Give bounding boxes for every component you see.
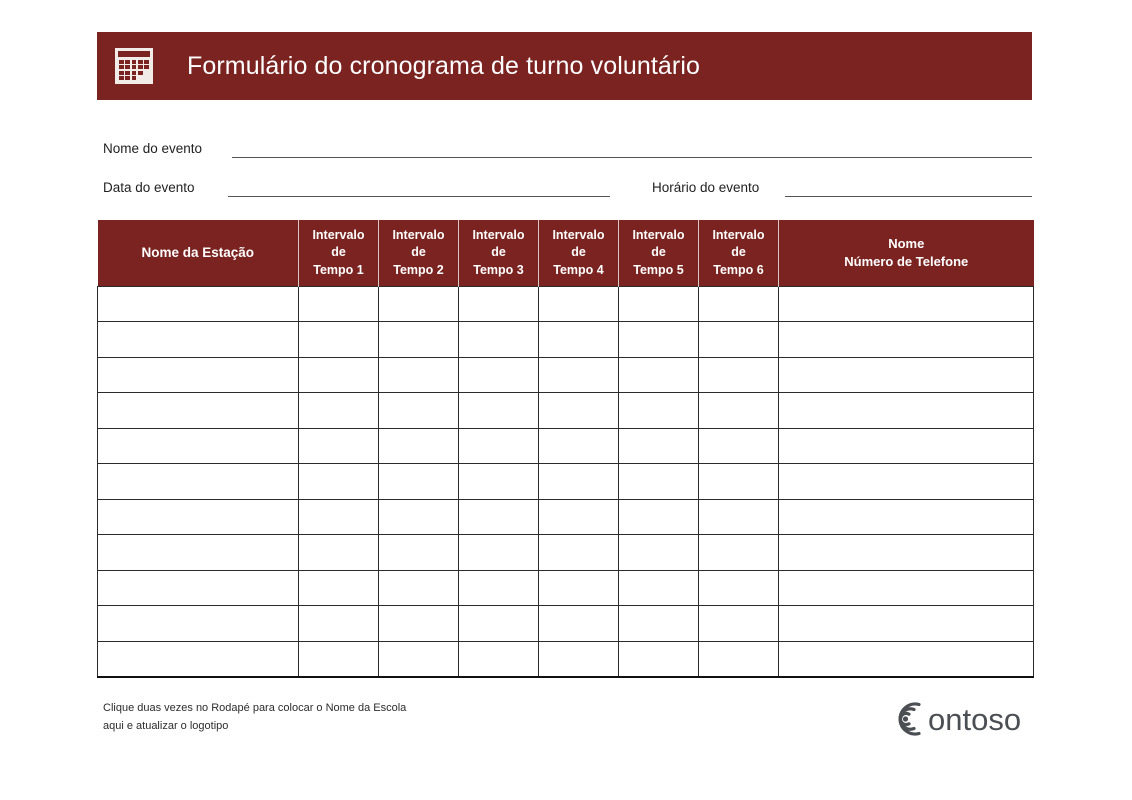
- table-cell-station[interactable]: [98, 606, 299, 642]
- footer-note-line-2: aqui e atualizar o logotipo: [103, 719, 229, 732]
- table-cell-slot4[interactable]: [539, 322, 619, 358]
- table-cell-slot6[interactable]: [699, 357, 779, 393]
- table-cell-contact[interactable]: [779, 606, 1034, 642]
- column-header-contact: Nome Número de Telefone: [779, 220, 1034, 286]
- table-cell-slot3[interactable]: [459, 641, 539, 677]
- table-cell-slot6[interactable]: [699, 570, 779, 606]
- table-cell-slot6[interactable]: [699, 606, 779, 642]
- table-cell-slot4[interactable]: [539, 286, 619, 322]
- table-cell-slot5[interactable]: [619, 641, 699, 677]
- column-header-slot5: Intervalo de Tempo 5: [619, 220, 699, 286]
- table-cell-station[interactable]: [98, 535, 299, 571]
- event-date-input[interactable]: [228, 170, 610, 197]
- table-cell-slot5[interactable]: [619, 428, 699, 464]
- table-cell-slot1[interactable]: [299, 357, 379, 393]
- calendar-icon-header-bar: [118, 51, 150, 57]
- column-header-slot2: Intervalo de Tempo 2: [379, 220, 459, 286]
- table-cell-slot3[interactable]: [459, 570, 539, 606]
- table-cell-slot1[interactable]: [299, 322, 379, 358]
- table-cell-slot6[interactable]: [699, 286, 779, 322]
- table-body: [98, 286, 1034, 677]
- table-cell-slot2[interactable]: [379, 499, 459, 535]
- table-cell-slot5[interactable]: [619, 499, 699, 535]
- table-cell-station[interactable]: [98, 393, 299, 429]
- table-cell-slot5[interactable]: [619, 322, 699, 358]
- table-cell-slot5[interactable]: [619, 606, 699, 642]
- table-cell-slot6[interactable]: [699, 428, 779, 464]
- table-row: [98, 357, 1034, 393]
- event-time-input[interactable]: [785, 170, 1032, 197]
- table-cell-slot2[interactable]: [379, 464, 459, 500]
- table-cell-slot5[interactable]: [619, 357, 699, 393]
- table-row: [98, 393, 1034, 429]
- table-cell-slot3[interactable]: [459, 464, 539, 500]
- table-cell-slot2[interactable]: [379, 357, 459, 393]
- table-cell-slot2[interactable]: [379, 286, 459, 322]
- table-cell-contact[interactable]: [779, 393, 1034, 429]
- table-cell-slot1[interactable]: [299, 535, 379, 571]
- event-name-field-row: [103, 132, 1032, 158]
- table-row: [98, 428, 1034, 464]
- table-row: [98, 286, 1034, 322]
- table-row: [98, 322, 1034, 358]
- table-cell-slot3[interactable]: [459, 535, 539, 571]
- table-row: [98, 606, 1034, 642]
- table-cell-slot6[interactable]: [699, 535, 779, 571]
- table-cell-slot4[interactable]: [539, 641, 619, 677]
- table-cell-slot1[interactable]: [299, 606, 379, 642]
- table-cell-station[interactable]: [98, 286, 299, 322]
- column-header-slot3: Intervalo de Tempo 3: [459, 220, 539, 286]
- page-title: Formulário do cronograma de turno voluntário: [187, 51, 700, 80]
- table-cell-contact[interactable]: [779, 286, 1034, 322]
- table-cell-slot4[interactable]: [539, 606, 619, 642]
- table-cell-slot3[interactable]: [459, 393, 539, 429]
- column-header-slot1: Intervalo de Tempo 1: [299, 220, 379, 286]
- table-cell-slot3[interactable]: [459, 499, 539, 535]
- table-cell-slot5[interactable]: [619, 570, 699, 606]
- event-name-input[interactable]: [232, 131, 1032, 158]
- table-cell-contact[interactable]: [779, 570, 1034, 606]
- table-cell-station[interactable]: [98, 357, 299, 393]
- table-cell-contact[interactable]: [779, 322, 1034, 358]
- table-cell-slot1[interactable]: [299, 499, 379, 535]
- table-cell-slot6[interactable]: [699, 641, 779, 677]
- table-cell-station[interactable]: [98, 464, 299, 500]
- table-cell-slot1[interactable]: [299, 464, 379, 500]
- table-cell-station[interactable]: [98, 428, 299, 464]
- table-cell-slot2[interactable]: [379, 393, 459, 429]
- calendar-icon: [115, 48, 153, 84]
- table-cell-slot6[interactable]: [699, 393, 779, 429]
- event-date-time-field-row: [103, 171, 1032, 197]
- table-cell-slot4[interactable]: [539, 570, 619, 606]
- table-cell-slot4[interactable]: [539, 464, 619, 500]
- event-name-label: Nome do evento: [103, 141, 203, 156]
- table-cell-slot4[interactable]: [539, 535, 619, 571]
- table-cell-station[interactable]: [98, 641, 299, 677]
- table-cell-contact[interactable]: [779, 428, 1034, 464]
- footer-note-line-1: Clique duas vezes no Rodapé para colocar o Nome da Escola: [103, 702, 407, 714]
- table-cell-contact[interactable]: [779, 535, 1034, 571]
- table-cell-slot6[interactable]: [699, 322, 779, 358]
- table-cell-station[interactable]: [98, 499, 299, 535]
- table-cell-slot4[interactable]: [539, 357, 619, 393]
- table-row: [98, 535, 1034, 571]
- table-row: [98, 570, 1034, 606]
- table-cell-slot4[interactable]: [539, 393, 619, 429]
- calendar-icon-container: [97, 32, 171, 100]
- table-cell-slot3[interactable]: [459, 286, 539, 322]
- volunteer-shift-schedule-table: [97, 220, 1034, 678]
- calendar-icon-grid: [119, 60, 149, 80]
- table-cell-station[interactable]: [98, 570, 299, 606]
- table-cell-slot1[interactable]: [299, 286, 379, 322]
- table-cell-slot6[interactable]: [699, 464, 779, 500]
- page-banner: [97, 32, 1032, 100]
- table-cell-slot4[interactable]: [539, 428, 619, 464]
- table-cell-slot5[interactable]: [619, 393, 699, 429]
- table-cell-contact[interactable]: [779, 499, 1034, 535]
- table-cell-slot2[interactable]: [379, 322, 459, 358]
- table-cell-contact[interactable]: [779, 641, 1034, 677]
- table-cell-slot3[interactable]: [459, 322, 539, 358]
- column-header-slot6: Intervalo de Tempo 6: [699, 220, 779, 286]
- column-header-slot4: Intervalo de Tempo 4: [539, 220, 619, 286]
- table-cell-slot1[interactable]: [299, 570, 379, 606]
- table-cell-slot2[interactable]: [379, 535, 459, 571]
- table-cell-slot3[interactable]: [459, 606, 539, 642]
- table-cell-slot2[interactable]: [379, 641, 459, 677]
- table-cell-slot6[interactable]: [699, 499, 779, 535]
- table-cell-slot2[interactable]: [379, 606, 459, 642]
- table-row: [98, 641, 1034, 677]
- table-row: [98, 464, 1034, 500]
- table-cell-slot2[interactable]: [379, 428, 459, 464]
- table-cell-slot1[interactable]: [299, 428, 379, 464]
- table-cell-station[interactable]: [98, 322, 299, 358]
- table-cell-slot1[interactable]: [299, 641, 379, 677]
- table-cell-slot5[interactable]: [619, 535, 699, 571]
- svg-text:ontoso: ontoso: [928, 702, 1022, 737]
- table-cell-slot5[interactable]: [619, 286, 699, 322]
- column-header-station: Nome da Estação: [98, 220, 299, 286]
- table-cell-slot5[interactable]: [619, 464, 699, 500]
- table-cell-contact[interactable]: [779, 357, 1034, 393]
- table-cell-contact[interactable]: [779, 464, 1034, 500]
- table-cell-slot3[interactable]: [459, 428, 539, 464]
- contoso-logo: [888, 694, 1034, 744]
- table-cell-slot4[interactable]: [539, 499, 619, 535]
- event-time-label: Horário do evento: [652, 180, 760, 195]
- table-row: [98, 499, 1034, 535]
- table-cell-slot1[interactable]: [299, 393, 379, 429]
- footer-instruction-note: [103, 700, 406, 736]
- table-cell-slot2[interactable]: [379, 570, 459, 606]
- event-date-label: Data do evento: [103, 180, 195, 195]
- table-header-row: [98, 220, 1034, 286]
- table-cell-slot3[interactable]: [459, 357, 539, 393]
